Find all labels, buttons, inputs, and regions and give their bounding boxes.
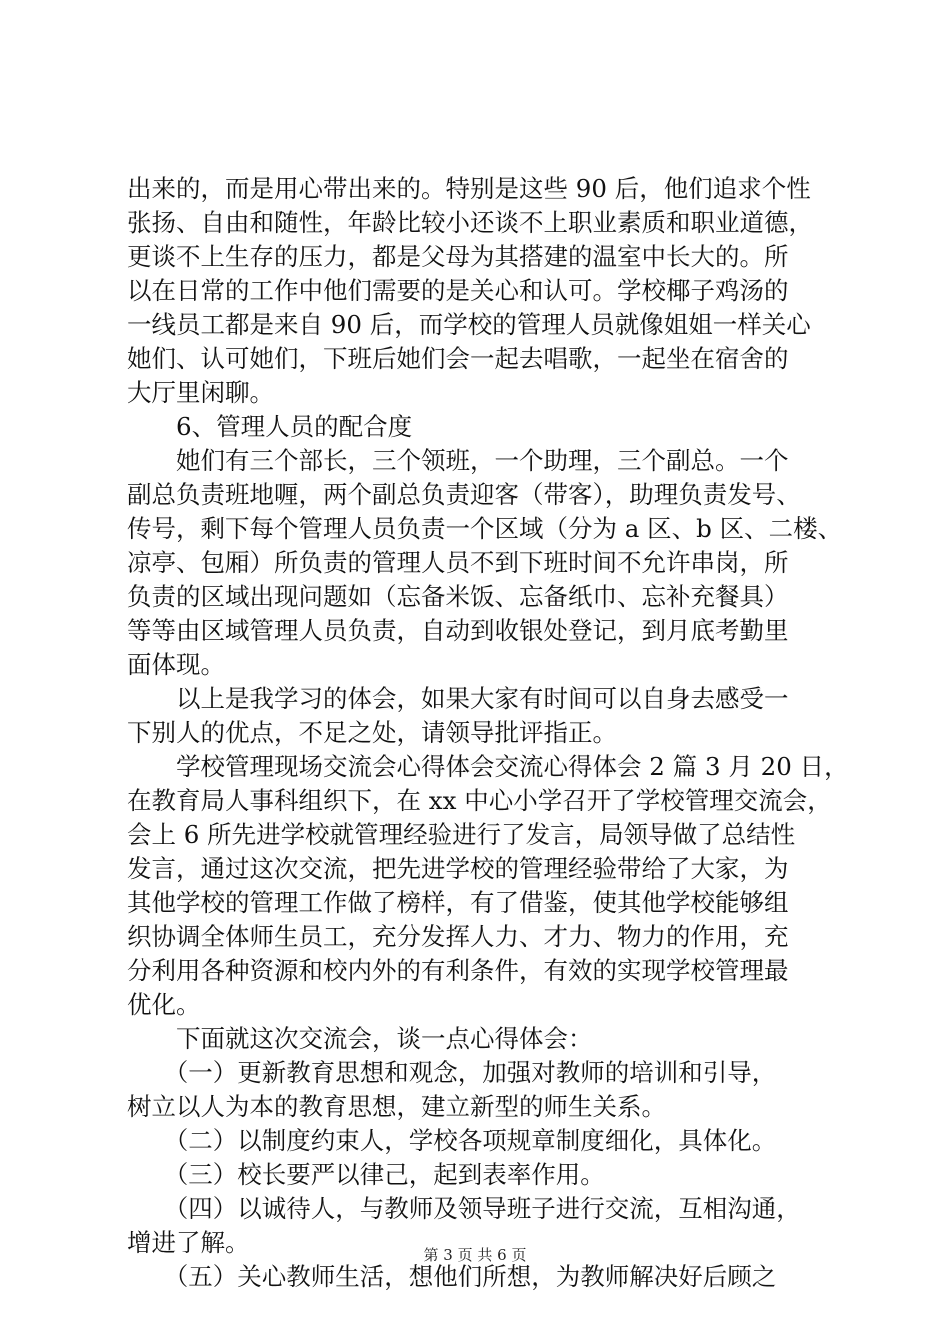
- section-heading: 6、管理人员的配合度: [127, 412, 413, 441]
- list-item: （二）以制度约束人，学校各项规章制度细化，具体化。: [127, 1126, 777, 1155]
- text-line: 负责的区域出现问题如（忘备米饭、忘备纸巾、忘补充餐具）: [127, 582, 789, 611]
- text-line: 优化。: [127, 990, 201, 1019]
- list-item: （三）校长要严以律己，起到表率作用。: [127, 1160, 605, 1189]
- page-footer: [0, 1244, 950, 1265]
- text-line: 发言，通过这次交流，把先进学校的管理经验带给了大家，为: [127, 854, 789, 883]
- text-line: 传号，剩下每个管理人员负责一个区域（分为 a 区、b 区、二楼、: [127, 514, 843, 543]
- text-line: 她们、认可她们，下班后她们会一起去唱歌，一起坐在宿舍的: [127, 344, 789, 373]
- text-line: 副总负责班地喱，两个副总负责迎客（带客），助理负责发号、: [127, 480, 801, 509]
- text-line: 出来的，而是用心带出来的。特别是这些 90 后，他们追求个性: [127, 174, 811, 203]
- text-line: 学校管理现场交流会心得体会交流心得体会 2 篇 3 月 20 日，: [127, 752, 849, 781]
- text-line: 其他学校的管理工作做了榜样，有了借鉴，使其他学校能够组: [127, 888, 789, 917]
- page-indicator: 第 3 页 共 6 页: [423, 1246, 527, 1264]
- document-body: [127, 172, 849, 1294]
- text-line: 以上是我学习的体会，如果大家有时间可以自身去感受一: [127, 684, 789, 713]
- list-item: （一）更新教育思想和观念，加强对教师的培训和引导，: [127, 1058, 777, 1087]
- text-line: 增进了解。: [127, 1228, 250, 1257]
- text-line: 张扬、自由和随性，年龄比较小还谈不上职业素质和职业道德，: [127, 208, 813, 237]
- text-line: 在教育局人事科组织下，在 xx 中心小学召开了学校管理交流会，: [127, 786, 832, 815]
- text-line: 大厅里闲聊。: [127, 378, 274, 407]
- text-line: 以在日常的工作中他们需要的是关心和认可。学校椰子鸡汤的: [127, 276, 789, 305]
- list-item: （五）关心教师生活，想他们所想，为教师解决好后顾之: [127, 1262, 777, 1291]
- list-item: （四）以诚待人，与教师及领导班子进行交流，互相沟通，: [127, 1194, 801, 1223]
- text-line: 凉亭、包厢）所负责的管理人员不到下班时间不允许串岗，所: [127, 548, 789, 577]
- text-line: 织协调全体师生员工，充分发挥人力、才力、物力的作用，充: [127, 922, 789, 951]
- text-line: 面体现。: [127, 650, 225, 679]
- text-line: 她们有三个部长，三个领班，一个助理，三个副总。一个: [127, 446, 789, 475]
- text-line: 更谈不上生存的压力，都是父母为其搭建的温室中长大的。所: [127, 242, 789, 271]
- text-line: 分利用各种资源和校内外的有利条件，有效的实现学校管理最: [127, 956, 789, 985]
- text-line: 等等由区域管理人员负责，自动到收银处登记，到月底考勤里: [127, 616, 789, 645]
- text-line: 会上 6 所先进学校就管理经验进行了发言，局领导做了总结性: [127, 820, 796, 849]
- text-line: 树立以人为本的教育思想，建立新型的师生关系。: [127, 1092, 666, 1121]
- text-line: 一线员工都是来自 90 后，而学校的管理人员就像姐姐一样关心: [127, 310, 811, 339]
- text-line: 下别人的优点，不足之处，请领导批评指正。: [127, 718, 617, 747]
- text-line: 下面就这次交流会，谈一点心得体会：: [127, 1024, 593, 1053]
